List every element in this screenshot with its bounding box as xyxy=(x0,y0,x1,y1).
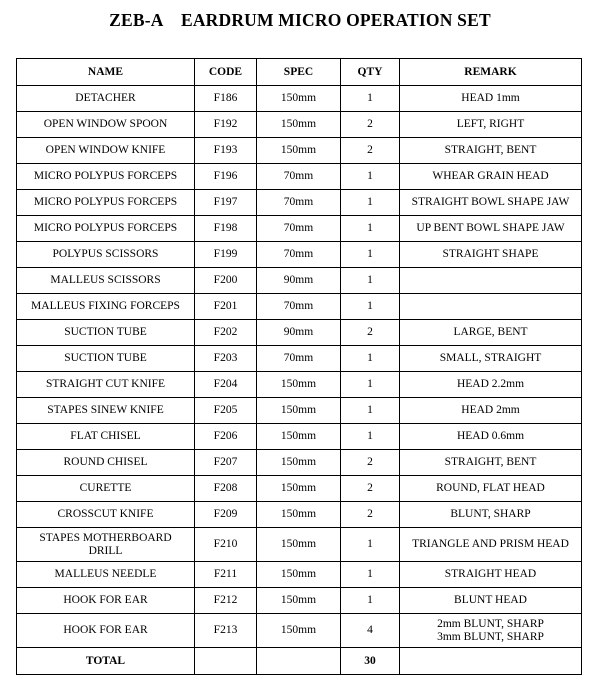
table-row xyxy=(17,424,582,450)
spec-cell: 150mm xyxy=(257,476,341,502)
name-cell-line: STRAIGHT CUT KNIFE xyxy=(45,378,166,390)
remark-cell xyxy=(400,164,582,190)
table-row xyxy=(17,450,582,476)
code-cell: F207 xyxy=(195,450,257,476)
remark-cell-line: 3mm BLUNT, SHARP xyxy=(437,630,544,643)
name-cell xyxy=(17,528,195,562)
table-row xyxy=(17,372,582,398)
qty-cell: 1 xyxy=(341,86,400,112)
remark-cell-line: LARGE, BENT xyxy=(453,326,528,338)
spec-cell: 150mm xyxy=(257,372,341,398)
remark-cell xyxy=(400,138,582,164)
name-cell xyxy=(17,294,195,320)
qty-cell: 1 xyxy=(341,424,400,450)
name-cell-line: OPEN WINDOW KNIFE xyxy=(45,144,166,156)
table-row xyxy=(17,164,582,190)
spec-cell: 150mm xyxy=(257,502,341,528)
qty-cell: 2 xyxy=(341,476,400,502)
spec-cell: 150mm xyxy=(257,86,341,112)
remark-cell xyxy=(400,476,582,502)
remark-cell xyxy=(400,112,582,138)
remark-cell xyxy=(400,588,582,614)
remark-cell xyxy=(400,320,582,346)
code-cell: F196 xyxy=(195,164,257,190)
table-row xyxy=(17,588,582,614)
remark-cell-line: STRAIGHT, BENT xyxy=(444,144,537,156)
name-cell-line: ROUND CHISEL xyxy=(63,456,148,468)
remark-cell xyxy=(400,346,582,372)
header-spec: SPEC xyxy=(257,59,341,86)
remark-cell-line: TRIANGLE AND PRISM HEAD xyxy=(412,538,569,550)
spec-cell: 90mm xyxy=(257,320,341,346)
remark-cell-line: HEAD 1mm xyxy=(461,92,520,104)
code-cell: F204 xyxy=(195,372,257,398)
table-row xyxy=(17,398,582,424)
code-cell: F213 xyxy=(195,614,257,648)
name-cell xyxy=(17,138,195,164)
name-cell-line: DETACHER xyxy=(75,92,136,104)
name-cell xyxy=(17,562,195,588)
spec-cell: 150mm xyxy=(257,424,341,450)
total-code xyxy=(195,648,257,675)
code-cell: F210 xyxy=(195,528,257,562)
name-cell xyxy=(17,164,195,190)
header-remark: REMARK xyxy=(400,59,582,86)
table-row xyxy=(17,190,582,216)
qty-cell: 2 xyxy=(341,502,400,528)
qty-cell: 1 xyxy=(341,190,400,216)
spec-cell: 150mm xyxy=(257,138,341,164)
qty-cell: 1 xyxy=(341,216,400,242)
remark-cell-line: BLUNT HEAD xyxy=(454,594,527,606)
name-cell-line: OPEN WINDOW SPOON xyxy=(43,118,168,130)
remark-cell-line: STRAIGHT BOWL SHAPE JAW xyxy=(411,196,570,208)
code-cell: F209 xyxy=(195,502,257,528)
remark-cell xyxy=(400,268,582,294)
remark-cell-line: WHEAR GRAIN HEAD xyxy=(432,170,549,182)
table-row xyxy=(17,86,582,112)
code-cell: F206 xyxy=(195,424,257,450)
remark-cell xyxy=(400,450,582,476)
name-cell-line: SUCTION TUBE xyxy=(64,352,147,364)
code-cell: F200 xyxy=(195,268,257,294)
name-cell xyxy=(17,502,195,528)
remark-cell xyxy=(400,190,582,216)
qty-cell: 1 xyxy=(341,294,400,320)
name-cell-line: MICRO POLYPUS FORCEPS xyxy=(33,196,178,208)
remark-cell xyxy=(400,86,582,112)
code-cell: F192 xyxy=(195,112,257,138)
remark-cell-line: HEAD 0.6mm xyxy=(456,430,525,442)
remark-cell xyxy=(400,562,582,588)
qty-cell: 2 xyxy=(341,138,400,164)
qty-cell: 1 xyxy=(341,562,400,588)
qty-cell: 2 xyxy=(341,450,400,476)
code-cell: F208 xyxy=(195,476,257,502)
spec-cell: 70mm xyxy=(257,294,341,320)
remark-cell-line: 2mm BLUNT, SHARP xyxy=(437,617,544,630)
remark-cell-line: SMALL, STRAIGHT xyxy=(439,352,542,364)
table-row xyxy=(17,112,582,138)
qty-cell: 1 xyxy=(341,588,400,614)
spec-cell: 70mm xyxy=(257,164,341,190)
name-cell xyxy=(17,320,195,346)
spec-cell: 150mm xyxy=(257,398,341,424)
total-remark xyxy=(400,648,582,675)
spec-cell: 150mm xyxy=(257,562,341,588)
spec-cell: 70mm xyxy=(257,242,341,268)
qty-cell: 1 xyxy=(341,398,400,424)
total-row xyxy=(17,648,582,675)
name-cell xyxy=(17,588,195,614)
remark-cell xyxy=(400,294,582,320)
header-qty: QTY xyxy=(341,59,400,86)
name-cell-line: HOOK FOR EAR xyxy=(63,594,148,606)
code-cell: F186 xyxy=(195,86,257,112)
remark-cell-line: ROUND, FLAT HEAD xyxy=(436,482,545,494)
name-cell-line: MICRO POLYPUS FORCEPS xyxy=(33,170,178,182)
name-cell-line: DRILL xyxy=(88,544,123,557)
name-cell xyxy=(17,372,195,398)
code-cell: F198 xyxy=(195,216,257,242)
name-cell-line: POLYPUS SCISSORS xyxy=(52,248,159,260)
remark-cell-line: LEFT, RIGHT xyxy=(456,118,525,130)
spec-cell: 150mm xyxy=(257,588,341,614)
table-row xyxy=(17,346,582,372)
name-cell-line: CURETTE xyxy=(79,482,132,494)
code-cell: F205 xyxy=(195,398,257,424)
name-cell xyxy=(17,190,195,216)
table-row xyxy=(17,502,582,528)
table-row xyxy=(17,476,582,502)
qty-cell: 1 xyxy=(341,268,400,294)
qty-cell: 1 xyxy=(341,528,400,562)
table-row xyxy=(17,216,582,242)
name-cell xyxy=(17,242,195,268)
table-row xyxy=(17,528,582,562)
remark-cell xyxy=(400,398,582,424)
name-cell-line: MALLEUS NEEDLE xyxy=(54,568,157,580)
code-cell: F193 xyxy=(195,138,257,164)
qty-cell: 1 xyxy=(341,346,400,372)
name-cell xyxy=(17,398,195,424)
remark-cell-line: HEAD 2mm xyxy=(461,404,520,416)
total-spec xyxy=(257,648,341,675)
header-code: CODE xyxy=(195,59,257,86)
name-cell-line: SUCTION TUBE xyxy=(64,326,147,338)
table-row xyxy=(17,562,582,588)
table-body xyxy=(17,86,582,648)
name-cell xyxy=(17,268,195,294)
remark-cell xyxy=(400,242,582,268)
table-row xyxy=(17,614,582,648)
name-cell xyxy=(17,112,195,138)
name-cell xyxy=(17,346,195,372)
spec-cell: 90mm xyxy=(257,268,341,294)
qty-cell: 1 xyxy=(341,164,400,190)
total-label: TOTAL xyxy=(17,648,195,675)
name-cell-line: MALLEUS SCISSORS xyxy=(50,274,161,286)
code-cell: F203 xyxy=(195,346,257,372)
name-cell-line: STAPES MOTHERBOARD xyxy=(39,531,172,544)
remark-cell-line: STRAIGHT SHAPE xyxy=(442,248,539,260)
remark-cell xyxy=(400,528,582,562)
remark-cell-line: HEAD 2.2mm xyxy=(456,378,525,390)
name-cell xyxy=(17,450,195,476)
name-cell xyxy=(17,216,195,242)
code-cell: F202 xyxy=(195,320,257,346)
header-name: NAME xyxy=(17,59,195,86)
name-cell xyxy=(17,476,195,502)
table-row xyxy=(17,242,582,268)
code-cell: F197 xyxy=(195,190,257,216)
instrument-table xyxy=(16,58,582,675)
remark-cell-line: STRAIGHT HEAD xyxy=(444,568,537,580)
name-cell-line: HOOK FOR EAR xyxy=(63,624,148,636)
remark-cell xyxy=(400,216,582,242)
spec-cell: 70mm xyxy=(257,346,341,372)
code-cell: F211 xyxy=(195,562,257,588)
remark-cell-line: BLUNT, SHARP xyxy=(450,508,531,520)
name-cell xyxy=(17,86,195,112)
remark-cell xyxy=(400,424,582,450)
spec-cell: 150mm xyxy=(257,528,341,562)
spec-cell: 150mm xyxy=(257,614,341,648)
remark-cell xyxy=(400,502,582,528)
name-cell-line: FLAT CHISEL xyxy=(70,430,141,442)
header-row xyxy=(17,59,582,86)
spec-cell: 150mm xyxy=(257,450,341,476)
table-row xyxy=(17,268,582,294)
name-cell-line: MALLEUS FIXING FORCEPS xyxy=(31,300,180,312)
remark-cell xyxy=(400,614,582,648)
spec-cell: 70mm xyxy=(257,190,341,216)
qty-cell: 1 xyxy=(341,372,400,398)
remark-cell xyxy=(400,372,582,398)
total-qty: 30 xyxy=(341,648,400,675)
table-row xyxy=(17,320,582,346)
qty-cell: 1 xyxy=(341,242,400,268)
qty-cell: 2 xyxy=(341,320,400,346)
name-cell xyxy=(17,614,195,648)
name-cell xyxy=(17,424,195,450)
spec-cell: 150mm xyxy=(257,112,341,138)
name-cell-line: CROSSCUT KNIFE xyxy=(57,508,154,520)
code-cell: F212 xyxy=(195,588,257,614)
code-cell: F199 xyxy=(195,242,257,268)
table-row xyxy=(17,138,582,164)
remark-cell-line: UP BENT BOWL SHAPE JAW xyxy=(416,222,565,234)
qty-cell: 2 xyxy=(341,112,400,138)
qty-cell: 4 xyxy=(341,614,400,648)
page-title: ZEB-A EARDRUM MICRO OPERATION SET xyxy=(109,10,491,30)
name-cell-line: MICRO POLYPUS FORCEPS xyxy=(33,222,178,234)
name-cell-line: STAPES SINEW KNIFE xyxy=(47,404,164,416)
remark-cell-line: STRAIGHT, BENT xyxy=(444,456,537,468)
table-row xyxy=(17,294,582,320)
spec-cell: 70mm xyxy=(257,216,341,242)
code-cell: F201 xyxy=(195,294,257,320)
